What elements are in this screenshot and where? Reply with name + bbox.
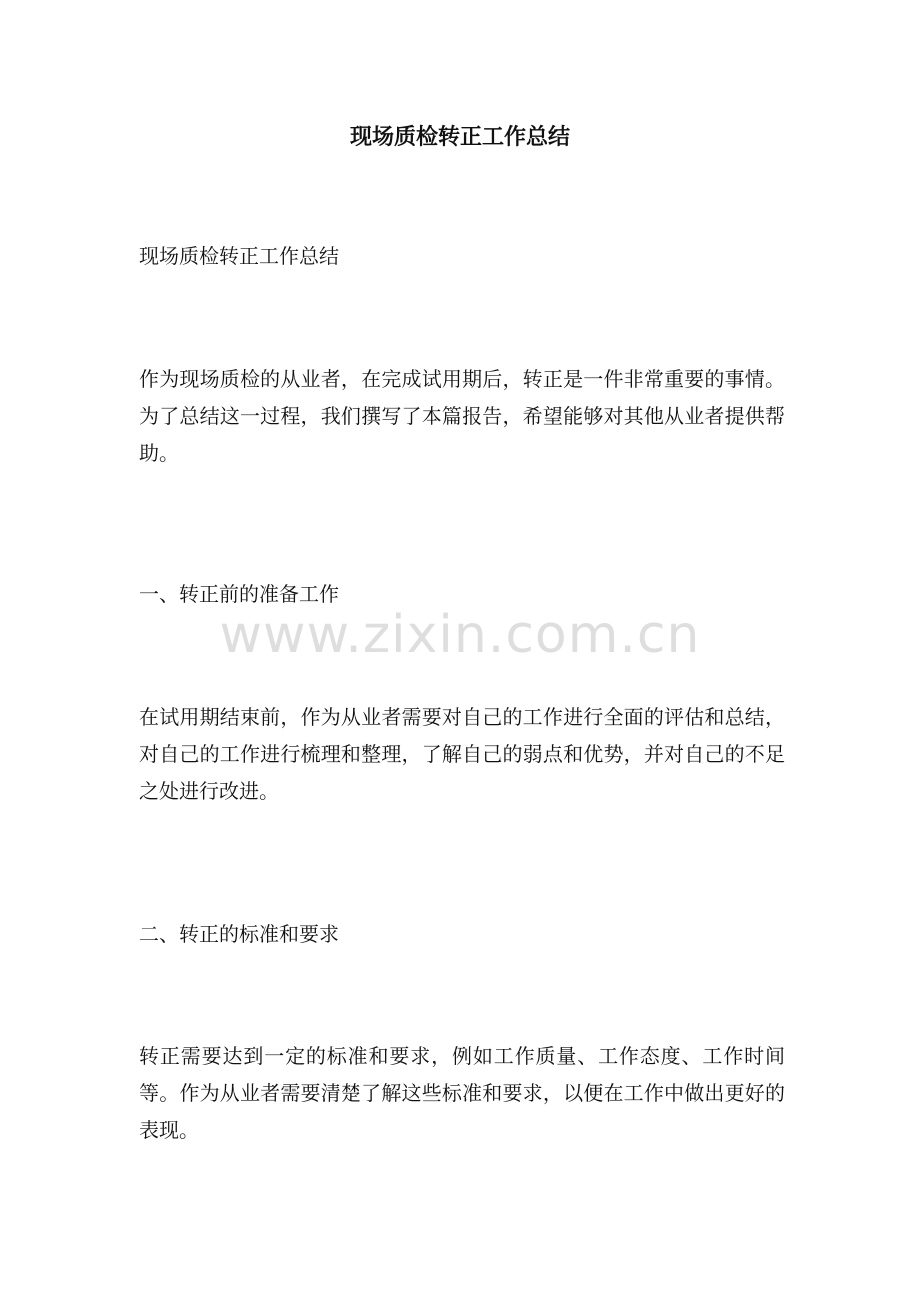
section-heading-1: 一、转正前的准备工作 (139, 582, 339, 606)
document-title: 现场质检转正工作总结 (349, 124, 570, 150)
paragraph-standards: 转正需要达到一定的标准和要求，例如工作质量、工作态度、工作时间等。作为从业者需要清楚了解这些标准和要求，以便在工作中做出更好的表现。 (139, 1044, 785, 1142)
paragraph-preparation: 在试用期结束前，作为从业者需要对自己的工作进行全面的评估和总结，对自己的工作进行梳理和整理，了解自己的弱点和优势，并对自己的不足之处进行改进。 (139, 705, 785, 803)
document-subtitle: 现场质检转正工作总结 (139, 244, 339, 268)
watermark: www.zixin.com.cn (219, 605, 701, 665)
section-heading-2: 二、转正的标准和要求 (139, 922, 339, 946)
paragraph-intro: 作为现场质检的从业者，在完成试用期后，转正是一件非常重要的事情。为了总结这一过程，我们撰写了本篇报告，希望能够对其他从业者提供帮助。 (139, 367, 785, 465)
